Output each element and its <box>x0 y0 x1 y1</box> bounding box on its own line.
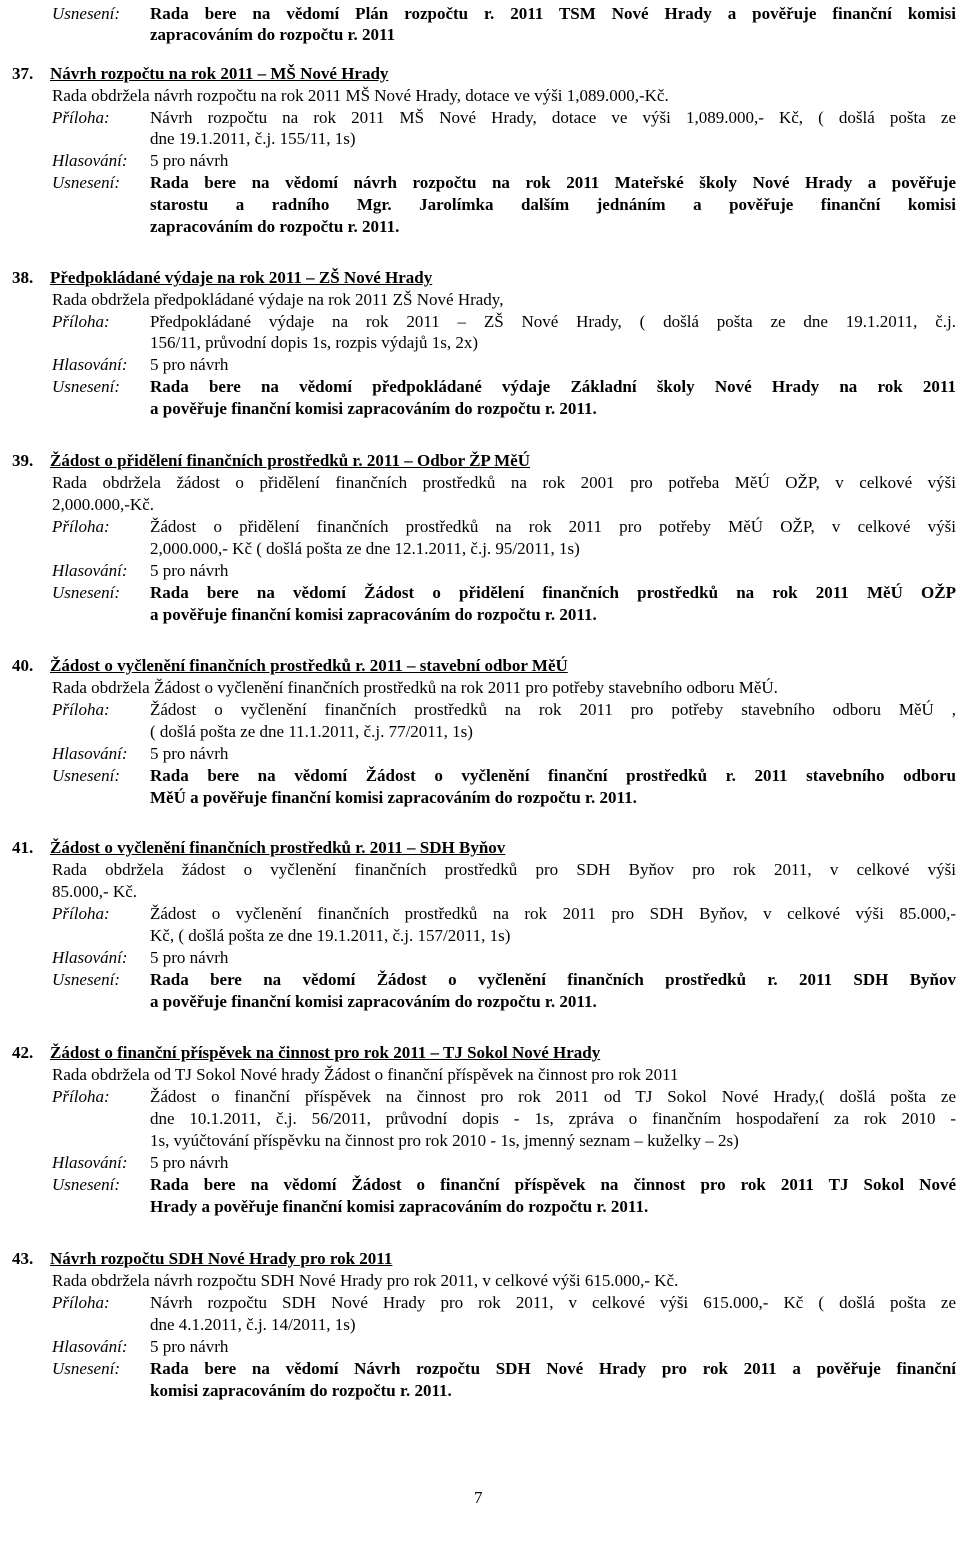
attachment-text: Žádost o finanční příspěvek na činnost pro rok 2011 od TJ Sokol Nové Hrady,( došlá pošta ze <box>150 1087 956 1106</box>
attachment-label: Příloha: <box>52 1293 110 1312</box>
voting-label: Hlasování: <box>52 1337 128 1356</box>
resolution-text: Rada bere na vědomí Návrh rozpočtu SDH Nové Hrady pro rok 2011 a pověřuje finanční <box>150 1359 956 1378</box>
resolution-text: Rada bere na vědomí předpokládané výdaje Základní školy Nové Hrady na rok 2011 <box>150 377 956 396</box>
item-title: Žádost o finanční příspěvek na činnost pro rok 2011 – TJ Sokol Nové Hrady <box>50 1043 601 1062</box>
resolution-text: Rada bere na vědomí Žádost o přidělení finančních prostředků na rok 2011 MěÚ OŽP <box>150 583 956 602</box>
voting-result: 5 pro návrh <box>150 151 229 170</box>
resolution-label: Usnesení: <box>52 173 120 192</box>
resolution-label: Usnesení: <box>52 377 120 396</box>
item-number: 43. <box>12 1249 34 1268</box>
voting-label: Hlasování: <box>52 1153 128 1172</box>
item-title: Žádost o vyčlenění finančních prostředků r. 2011 – SDH Byňov <box>50 838 506 857</box>
attachment-text: 2,000.000,- Kč ( došlá pošta ze dne 12.1.2011, č.j. 95/2011, 1s) <box>150 539 580 558</box>
item-intro: Rada obdržela návrh rozpočtu na rok 2011 MŠ Nové Hrady, dotace ve výši 1,089.000,-Kč. <box>52 86 669 105</box>
resolution-text: a pověřuje finanční komisi zapracováním do rozpočtu r. 2011. <box>150 605 597 624</box>
attachment-text: Návrh rozpočtu SDH Nové Hrady pro rok 2011, v celkové výši 615.000,- Kč ( došlá pošta ze <box>150 1293 956 1312</box>
item-number: 39. <box>12 451 34 470</box>
voting-result: 5 pro návrh <box>150 744 229 763</box>
resolution-label: Usnesení: <box>52 970 120 989</box>
attachment-text: dne 4.1.2011, č.j. 14/2011, 1s) <box>150 1315 356 1334</box>
item-intro: Rada obdržela od TJ Sokol Nové hrady Žádost o finanční příspěvek na činnost pro rok 2011 <box>52 1065 679 1084</box>
item-number: 37. <box>12 64 34 83</box>
voting-result: 5 pro návrh <box>150 948 229 967</box>
voting-result: 5 pro návrh <box>150 561 229 580</box>
voting-result: 5 pro návrh <box>150 1337 229 1356</box>
resolution-text: Hrady a pověřuje finanční komisi zapracováním do rozpočtu r. 2011. <box>150 1197 649 1216</box>
item-intro: 85.000,- Kč. <box>52 882 137 901</box>
item-heading <box>12 64 388 85</box>
item-heading <box>12 451 530 472</box>
item-number: 41. <box>12 838 34 857</box>
item-heading <box>12 268 432 289</box>
attachment-label: Příloha: <box>52 312 110 331</box>
attachment-text: Žádost o vyčlenění finančních prostředků na rok 2011 pro potřeby stavebního odboru MěÚ , <box>150 700 956 719</box>
item-intro: Rada obdržela předpokládané výdaje na rok 2011 ZŠ Nové Hrady, <box>52 290 504 309</box>
attachment-text: ( došlá pošta ze dne 11.1.2011, č.j. 77/2011, 1s) <box>150 722 473 741</box>
item-intro: Rada obdržela Žádost o vyčlenění finančních prostředků na rok 2011 pro potřeby stavebního odboru MěÚ. <box>52 678 778 697</box>
resolution-label: Usnesení: <box>52 1175 120 1194</box>
resolution-text: a pověřuje finanční komisi zapracováním do rozpočtu r. 2011. <box>150 992 597 1011</box>
resolution-text: Rada bere na vědomí Žádost o finanční příspěvek na činnost pro rok 2011 TJ Sokol Nové <box>150 1175 956 1194</box>
attachment-label: Příloha: <box>52 517 110 536</box>
item-heading <box>12 1249 392 1270</box>
item-intro: 2,000.000,-Kč. <box>52 495 154 514</box>
item-heading <box>12 656 568 677</box>
attachment-text: Kč, ( došlá pošta ze dne 19.1.2011, č.j. 157/2011, 1s) <box>150 926 511 945</box>
resolution-text: komisi zapracováním do rozpočtu r. 2011. <box>150 1381 452 1400</box>
voting-label: Hlasování: <box>52 948 128 967</box>
attachment-text: Žádost o přidělení finančních prostředků na rok 2011 pro potřeby MěÚ OŽP, v celkové výši <box>150 517 956 536</box>
resolution-text: a pověřuje finanční komisi zapracováním do rozpočtu r. 2011. <box>150 399 597 418</box>
attachment-text: 1s, vyúčtování příspěvku na činnost pro rok 2010 - 1s, jmenný seznam – kuželky – 2s) <box>150 1131 739 1150</box>
item-number: 42. <box>12 1043 34 1062</box>
resolution-label: Usnesení: <box>52 766 120 785</box>
resolution-text: Rada bere na vědomí návrh rozpočtu na rok 2011 Mateřské školy Nové Hrady a pověřuje <box>150 173 956 192</box>
voting-result: 5 pro návrh <box>150 1153 229 1172</box>
attachment-text: dne 19.1.2011, č.j. 155/11, 1s) <box>150 129 356 148</box>
resolution-text: Rada bere na vědomí Žádost o vyčlenění finanční prostředků r. 2011 stavebního odboru <box>150 766 956 785</box>
item-number: 38. <box>12 268 34 287</box>
item-intro: Rada obdržela návrh rozpočtu SDH Nové Hrady pro rok 2011, v celkové výši 615.000,- Kč. <box>52 1271 679 1290</box>
item-title: Žádost o vyčlenění finančních prostředků r. 2011 – stavební odbor MěÚ <box>50 656 568 675</box>
attachment-label: Příloha: <box>52 700 110 719</box>
voting-label: Hlasování: <box>52 355 128 374</box>
item-heading <box>12 838 505 859</box>
voting-label: Hlasování: <box>52 561 128 580</box>
attachment-label: Příloha: <box>52 1087 110 1106</box>
resolution-label: Usnesení: <box>52 1359 120 1378</box>
voting-result: 5 pro návrh <box>150 355 229 374</box>
resolution-text: MěÚ a pověřuje finanční komisi zapracováním do rozpočtu r. 2011. <box>150 788 637 807</box>
voting-label: Hlasování: <box>52 151 128 170</box>
item-title: Návrh rozpočtu na rok 2011 – MŠ Nové Hrady <box>50 64 389 83</box>
resolution-text: Rada bere na vědomí Žádost o vyčlenění finančních prostředků r. 2011 SDH Byňov <box>150 970 956 989</box>
resolution-text: zapracováním do rozpočtu r. 2011. <box>150 217 400 236</box>
item-intro: Rada obdržela žádost o přidělení finančních prostředků na rok 2001 pro potřeba MěÚ OŽP, v celkové výši <box>52 473 956 492</box>
attachment-label: Příloha: <box>52 108 110 127</box>
item-number: 40. <box>12 656 34 675</box>
resolution-label: Usnesení: <box>52 583 120 602</box>
item-heading <box>12 1043 600 1064</box>
resolution-text: Rada bere na vědomí Plán rozpočtu r. 2011 TSM Nové Hrady a pověřuje finanční komisi <box>150 4 956 23</box>
attachment-text: Předpokládané výdaje na rok 2011 – ZŠ Nové Hrady, ( došlá pošta ze dne 19.1.2011, č.j. <box>150 312 956 331</box>
item-title: Návrh rozpočtu SDH Nové Hrady pro rok 2011 <box>50 1249 393 1268</box>
page-number: 7 <box>474 1488 483 1507</box>
resolution-text: zapracováním do rozpočtu r. 2011 <box>150 25 396 44</box>
item-intro: Rada obdržela žádost o vyčlenění finančních prostředků pro SDH Byňov pro rok 2011, v celkové výši <box>52 860 956 879</box>
attachment-text: 156/11, průvodní dopis 1s, rozpis výdajů 1s, 2x) <box>150 333 479 352</box>
resolution-text: starostu a radního Mgr. Jarolímka dalším jednáním a pověřuje finanční komisi <box>150 195 956 214</box>
item-title: Žádost o přidělení finančních prostředků r. 2011 – Odbor ŽP MěÚ <box>50 451 531 470</box>
item-title: Předpokládané výdaje na rok 2011 – ZŠ Nové Hrady <box>50 268 433 287</box>
attachment-text: Žádost o vyčlenění finančních prostředků na rok 2011 pro SDH Byňov, v celkové výši 85.000,- <box>150 904 956 923</box>
voting-label: Hlasování: <box>52 744 128 763</box>
attachment-label: Příloha: <box>52 904 110 923</box>
attachment-text: Návrh rozpočtu na rok 2011 MŠ Nové Hrady, dotace ve výši 1,089.000,- Kč, ( došlá pošta ze <box>150 108 956 127</box>
resolution-label: Usnesení: <box>52 4 120 23</box>
attachment-text: dne 10.1.2011, č.j. 56/2011, průvodní dopis - 1s, zpráva o finančním hospodaření za rok 2010 - <box>150 1109 956 1128</box>
